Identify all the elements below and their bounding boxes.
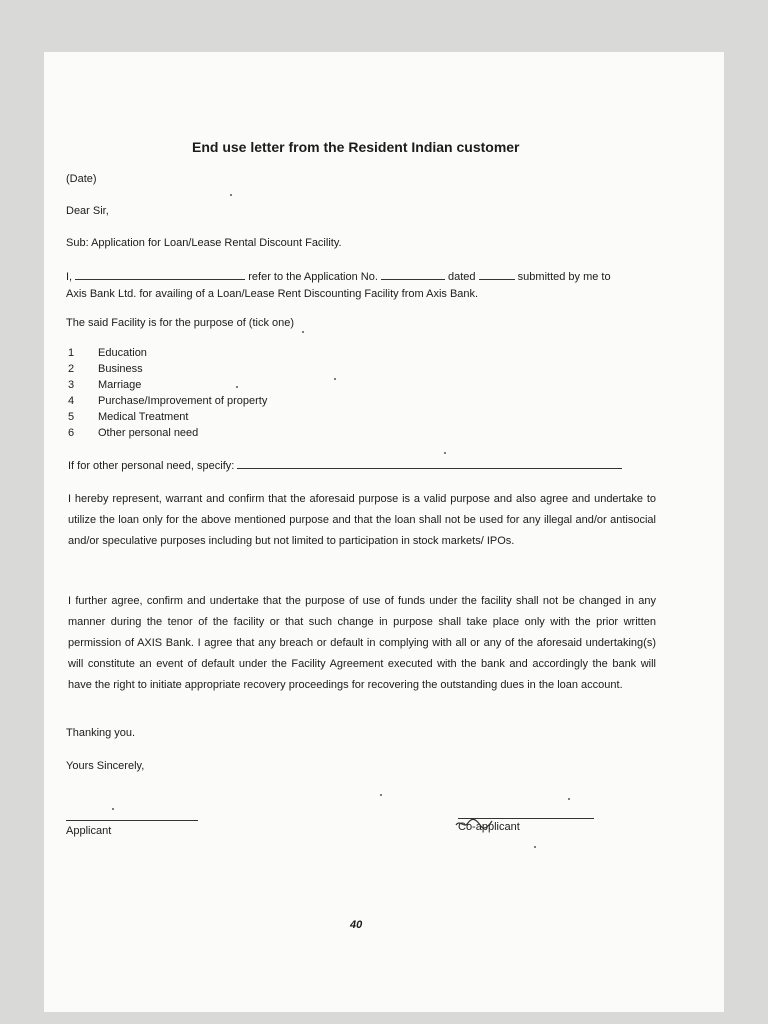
undertaking-paragraph-1: I hereby represent, warrant and confirm that the aforesaid purpose is a valid purpose and also agree and undertake to utilize the loan only for the above mentioned purpose and that the loan shall not be used for any illegal and/or antisocial and/or speculative purposes including but not limited to participation in stock markets/ IPOs. — [68, 493, 656, 547]
closing-line: Yours Sincerely, — [66, 760, 145, 772]
purpose-item[interactable] — [68, 409, 267, 425]
scan-speck — [380, 794, 382, 796]
purpose-label: Other personal need — [98, 427, 199, 439]
intro-dated: dated — [448, 271, 476, 283]
purpose-item[interactable] — [68, 345, 267, 361]
signature-scribble-icon — [454, 815, 494, 831]
intro-i: I, — [66, 271, 73, 283]
scan-speck — [302, 331, 304, 333]
scan-speck — [334, 378, 336, 380]
name-blank[interactable] — [75, 269, 245, 280]
thanking-line: Thanking you. — [66, 727, 136, 739]
scan-speck — [534, 846, 536, 848]
undertaking-paragraph-2: I further agree, confirm and undertake that the purpose of use of funds under the facility shall not be changed in any manner during the tenor of the facility or that such change in purpose shall take place only with the prior written permission of AXIS Bank. I agree that any breach or default in complying with all or any of the aforesaid undertaking(s) will constitute an event of default under the Facility Agreement executed with the bank and accordingly the bank will have the right to initiate appropriate recovery proceedings for recovering the outstanding dues in the loan account. — [68, 595, 656, 691]
purpose-item[interactable] — [68, 377, 267, 393]
purpose-item[interactable] — [68, 425, 267, 441]
purpose-number: 6 — [68, 427, 75, 439]
purpose-label: Medical Treatment — [98, 411, 189, 423]
scan-speck — [236, 386, 238, 388]
applicant-signature-line[interactable] — [66, 820, 198, 821]
purpose-number: 5 — [68, 411, 75, 423]
letter-title: End use letter from the Resident Indian customer — [192, 139, 520, 155]
scan-speck — [112, 808, 114, 810]
purpose-label: Education — [98, 347, 147, 359]
purpose-number: 4 — [68, 395, 75, 407]
applicant-label: Applicant — [66, 825, 112, 837]
purpose-number: 1 — [68, 347, 75, 359]
purpose-number: 2 — [68, 363, 75, 375]
application-no-blank[interactable] — [381, 269, 445, 280]
page-number: 40 — [350, 919, 363, 931]
scan-speck — [568, 798, 570, 800]
intro-line-2: Axis Bank Ltd. for availing of a Loan/Lease Rent Discounting Facility from Axis Bank. — [66, 288, 479, 300]
purpose-label: Purchase/Improvement of property — [98, 395, 268, 407]
purpose-number: 3 — [68, 379, 75, 391]
scan-speck — [444, 452, 446, 454]
purpose-prompt: The said Facility is for the purpose of (tick one) — [66, 317, 295, 329]
salutation: Dear Sir, — [66, 205, 109, 217]
letter-page — [44, 52, 724, 1012]
purpose-item[interactable] — [68, 361, 267, 377]
intro-refer: refer to the Application No. — [248, 271, 378, 283]
scan-speck — [230, 194, 232, 196]
date-line: (Date) — [66, 173, 97, 185]
intro-submitted: submitted by me to — [517, 271, 611, 283]
date-blank[interactable] — [479, 269, 515, 280]
purpose-label: Business — [98, 363, 143, 375]
other-need-label: If for other personal need, specify: — [68, 460, 235, 472]
purpose-list — [68, 345, 267, 441]
other-need-line — [68, 457, 622, 476]
subject-line: Sub: Application for Loan/Lease Rental Discount Facility. — [66, 237, 342, 249]
co-applicant-label: Co-applicant — [458, 821, 520, 833]
purpose-label: Marriage — [98, 379, 142, 391]
purpose-item[interactable] — [68, 393, 267, 409]
other-need-blank[interactable] — [237, 458, 622, 469]
